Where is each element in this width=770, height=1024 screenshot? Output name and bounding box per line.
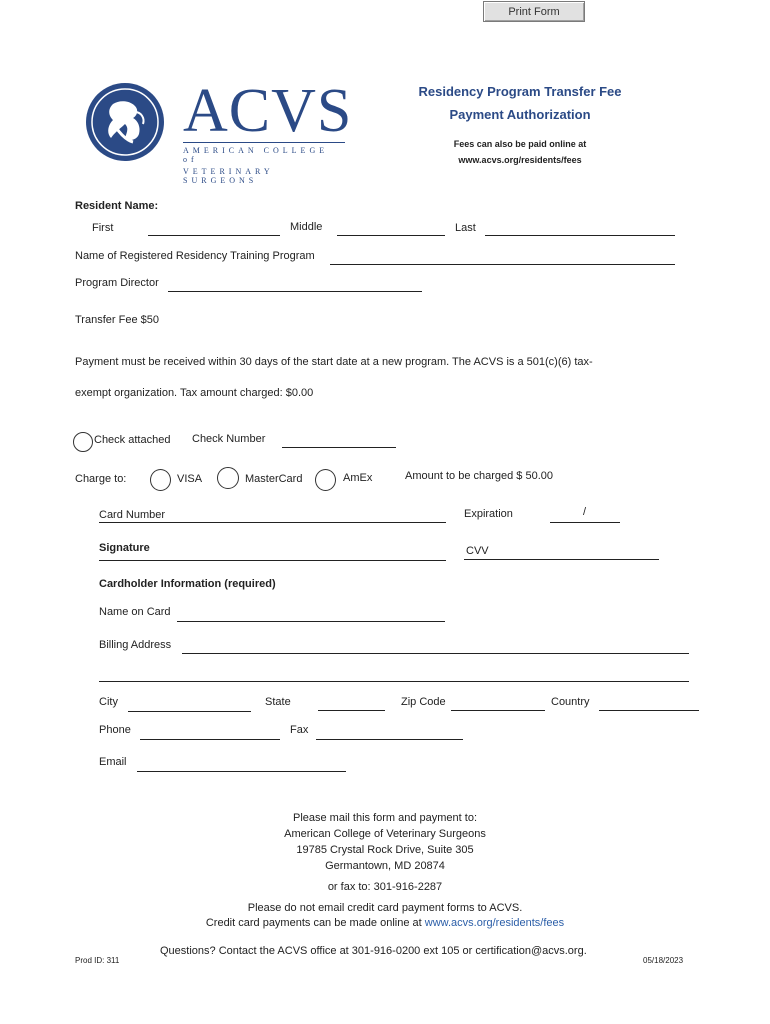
questions-line: Questions? Contact the ACVS office at 301-916-0200 ext 105 or certification@acvs.org. [160,945,587,957]
signature-field[interactable] [99,560,446,561]
amex-radio[interactable] [315,469,336,491]
email-warning: Please do not email credit card payment forms to ACVS. [247,902,523,914]
check-attached-radio[interactable] [73,432,93,452]
fax-label: Fax [290,724,309,736]
amount-charged-label: Amount to be charged $ 50.00 [405,470,553,482]
program-field[interactable] [330,264,675,265]
name-on-card-field[interactable] [177,621,445,622]
fax-line: or fax to: 301-916-2287 [327,881,443,893]
country-label: Country [551,696,590,708]
form-title: Residency Program Transfer Fee [418,84,622,99]
online-note-url: www.acvs.org/residents/fees [458,155,582,165]
state-label: State [265,696,291,708]
last-name-label: Last [455,222,476,234]
cardholder-heading: Cardholder Information (required) [99,578,276,590]
transfer-fee-label: Transfer Fee $50 [75,314,159,326]
payment-text-1: Payment must be received within 30 days of the start date at a new program. The ACVS is a 501(c)(6) tax- [75,356,593,368]
phone-label: Phone [99,724,131,736]
online-payment-link[interactable]: www.acvs.org/residents/fees [424,917,565,929]
billing-address-field[interactable] [182,653,689,654]
online-note: Fees can also be paid online at [453,139,587,149]
expiration-field[interactable] [550,522,620,523]
cvv-field[interactable] [464,559,659,560]
mastercard-radio[interactable] [217,467,239,489]
expiration-label: Expiration [464,508,513,520]
city-label: City [99,696,118,708]
check-number-field[interactable] [282,447,396,448]
amex-label: AmEx [343,472,373,484]
form-subtitle: Payment Authorization [449,107,591,122]
print-form-button[interactable]: Print Form [483,1,585,22]
phone-field[interactable] [140,739,280,740]
mail-line-1: Please mail this form and payment to: [292,812,478,824]
billing-address-field-2[interactable] [99,681,689,682]
prod-id: Prod ID: 311 [75,956,120,965]
payment-text-2: exempt organization. Tax amount charged: $0.00 [75,387,314,399]
visa-label: VISA [177,473,203,485]
visa-radio[interactable] [150,469,171,491]
city-field[interactable] [128,711,251,712]
zip-code-label: Zip Code [401,696,446,708]
mail-line-4: Germantown, MD 20874 [325,860,445,872]
billing-address-label: Billing Address [99,639,172,651]
cvv-label: CVV [466,545,489,557]
form-date: 05/18/2023 [643,956,684,965]
acvs-wordmark: ACVS AMERICAN COLLEGE of VETERINARY SURGEONS [183,77,353,185]
resident-name-heading: Resident Name: [75,200,159,212]
mail-line-3: 19785 Crystal Rock Drive, Suite 305 [296,844,474,856]
first-name-label: First [92,222,114,234]
mail-line-2: American College of Veterinary Surgeons [284,828,486,840]
signature-label: Signature [99,542,150,554]
check-number-label: Check Number [192,433,266,445]
middle-name-label: Middle [290,221,323,233]
last-name-field[interactable] [485,235,675,236]
card-number-field[interactable] [99,522,446,523]
program-label: Name of Registered Residency Training Program [75,250,315,262]
expiration-slash: / [583,506,587,518]
charge-to-label: Charge to: [75,473,127,485]
email-field[interactable] [137,771,346,772]
state-field[interactable] [318,710,385,711]
fax-field[interactable] [316,739,463,740]
mastercard-label: MasterCard [245,473,303,485]
middle-name-field[interactable] [337,235,445,236]
name-on-card-label: Name on Card [99,606,171,618]
country-field[interactable] [599,710,699,711]
email-label: Email [99,756,127,768]
online-payment-line: Credit card payments can be made online at www.acvs.org/residents/fees [205,917,565,929]
first-name-field[interactable] [148,235,280,236]
program-director-label: Program Director [75,277,159,289]
card-number-label: Card Number [99,509,166,521]
acvs-seal-logo [85,82,165,162]
program-director-field[interactable] [168,291,422,292]
zip-code-field[interactable] [451,710,545,711]
check-attached-label: Check attached [94,434,171,446]
